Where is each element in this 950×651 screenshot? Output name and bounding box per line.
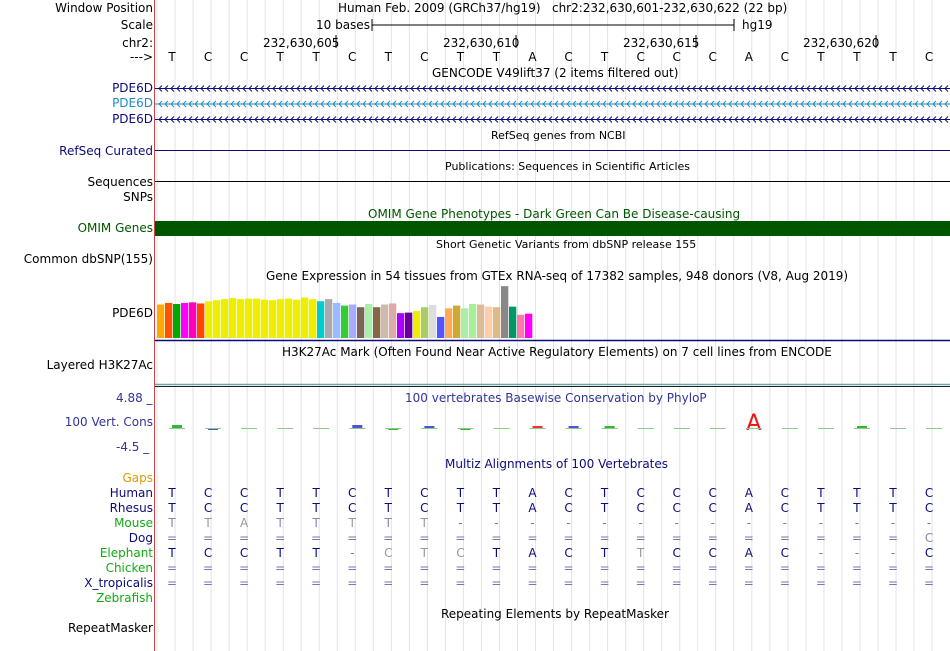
sequence-base: T: [384, 50, 392, 64]
gtex-tissue-bar[interactable]: [437, 317, 444, 338]
alignment-base: =: [599, 531, 610, 545]
gtex-tissue-bar[interactable]: [237, 299, 244, 338]
coord-tick-label: 232,630,615: [623, 36, 700, 50]
alignment-base: =: [491, 561, 502, 575]
alignment-base: A: [528, 486, 537, 500]
alignment-base: T: [889, 486, 897, 500]
alignment-base: A: [744, 546, 753, 560]
sequence-base: C: [348, 50, 357, 64]
alignment-base: =: [743, 531, 754, 545]
omim-label[interactable]: OMIM Genes: [77, 221, 153, 235]
alignment-base: C: [708, 501, 717, 515]
dbsnp-label[interactable]: Common dbSNP(155): [23, 252, 153, 266]
alignment-base: C: [564, 501, 573, 515]
gtex-tissue-bar[interactable]: [453, 306, 460, 338]
gencode-transcript[interactable]: [155, 117, 950, 123]
alignment-base: T: [420, 516, 429, 530]
alignment-base: C: [672, 546, 681, 560]
gencode-title[interactable]: GENCODE V49lift37 (2 items filtered out): [432, 66, 679, 80]
alignment-base: C: [780, 486, 790, 500]
alignment-base: =: [887, 561, 899, 575]
alignment-base: C: [672, 486, 681, 500]
species-label[interactable]: Dog: [128, 531, 153, 545]
alignment-base: =: [563, 561, 574, 575]
alignment-base: T: [384, 486, 392, 500]
alignment-base: =: [707, 561, 718, 575]
alignment-base: C: [924, 546, 934, 560]
alignment-base: =: [671, 576, 682, 590]
chrom-label: chr2:: [122, 36, 153, 50]
alignment-base: A: [239, 516, 249, 530]
alignment-base: -: [710, 516, 715, 530]
phylop-bar: [569, 426, 579, 428]
refseq-feature[interactable]: [155, 144, 950, 158]
alignment-base: T: [312, 546, 320, 560]
multiz-title[interactable]: Multiz Alignments of 100 Vertebrates: [445, 457, 669, 471]
sequence-base: C: [636, 50, 645, 64]
alignment-base: T: [312, 516, 320, 530]
phylop-bar: [857, 426, 867, 428]
gtex-tissue-bar[interactable]: [469, 304, 476, 338]
alignment-base: =: [815, 576, 826, 590]
alignment-base: =: [419, 561, 430, 575]
phylop-bar: [605, 426, 615, 428]
gtex-tissue-bar[interactable]: [525, 314, 532, 338]
gtex-tissue-bar[interactable]: [293, 300, 300, 338]
alignment-base: =: [275, 531, 286, 545]
alignment-base: =: [275, 576, 286, 590]
alignment-base: T: [168, 546, 176, 560]
h3k27ac-label[interactable]: Layered H3K27Ac: [46, 358, 153, 372]
alignment-base: C: [708, 546, 717, 560]
alignment-base: C: [564, 486, 573, 500]
alignment-base: T: [276, 486, 284, 500]
alignment-base: C: [348, 501, 357, 515]
alignment-base: T: [817, 486, 825, 500]
alignment-base: =: [419, 576, 430, 590]
scale-bar: [370, 17, 738, 33]
alignment-base: =: [815, 561, 826, 575]
alignment-base: =: [239, 561, 250, 575]
alignment-base: A: [744, 501, 753, 515]
coord-tick-label: 232,630,605: [263, 36, 340, 50]
gtex-tissue-bar[interactable]: [229, 298, 236, 338]
gencode-transcripts[interactable]: [155, 80, 950, 126]
sequence-base: T: [312, 50, 320, 64]
alignment-base: =: [455, 576, 466, 590]
refseq-label[interactable]: RefSeq Curated: [59, 144, 153, 158]
alignment-base: =: [527, 531, 538, 545]
gencode-item-label[interactable]: PDE6D: [112, 81, 153, 95]
alignment-base: =: [743, 576, 754, 590]
alignment-base: A: [528, 546, 537, 560]
alignment-base: =: [779, 561, 790, 575]
gencode-transcript[interactable]: [155, 101, 950, 107]
alignment-base: =: [563, 531, 574, 545]
alignment-base: =: [455, 531, 466, 545]
alignment-base: T: [600, 501, 609, 515]
gtex-tissue-bar[interactable]: [341, 306, 348, 338]
gtex-tissue-bar[interactable]: [173, 304, 180, 338]
alignment-base: -: [458, 516, 463, 530]
gtex-tissue-bar[interactable]: [325, 299, 332, 338]
multiz-gaps-label[interactable]: Gaps: [122, 471, 153, 485]
alignment-base: =: [635, 531, 646, 545]
alignment-base: T: [853, 501, 861, 515]
gtex-tissue-bar[interactable]: [189, 302, 196, 338]
sequence-base: T: [600, 50, 609, 64]
sequence-base: T: [492, 50, 501, 64]
alignment-base: =: [887, 576, 899, 590]
strand-label: --->: [129, 50, 153, 64]
alignment-base: C: [924, 501, 934, 515]
alignment-base: T: [492, 546, 501, 560]
gtex-tissue-bar[interactable]: [357, 307, 364, 338]
alignment-base: C: [239, 501, 249, 515]
alignment-base: =: [166, 531, 178, 545]
alignment-base: C: [420, 501, 429, 515]
alignment-base: =: [203, 561, 214, 575]
alignment-base: C: [564, 546, 573, 560]
species-label[interactable]: X_tropicalis: [84, 576, 153, 590]
alignment-base: =: [347, 576, 358, 590]
alignment-base: -: [854, 546, 860, 560]
phylop-graph[interactable]: [155, 406, 950, 446]
alignment-base: -: [782, 516, 788, 530]
gencode-item-label[interactable]: PDE6D: [112, 112, 153, 126]
gtex-tissue-bar[interactable]: [501, 286, 508, 338]
gtex-tissue-bar[interactable]: [485, 307, 492, 338]
alignment-base: A: [528, 501, 537, 515]
gencode-transcript[interactable]: [155, 86, 950, 92]
alignment-base: -: [926, 516, 932, 530]
alignment-base: =: [347, 531, 358, 545]
alignment-base: T: [276, 546, 284, 560]
alignment-base: C: [348, 486, 357, 500]
alignment-base: =: [166, 576, 178, 590]
alignment-base: =: [924, 576, 935, 590]
alignment-base: =: [527, 561, 538, 575]
alignment-base: C: [780, 546, 790, 560]
phylop-min-label: -4.5 _: [116, 440, 150, 454]
sequence-base: C: [672, 50, 681, 64]
gtex-tissue-bar[interactable]: [413, 311, 420, 338]
alignment-base: C: [203, 486, 213, 500]
sequence-base: C: [203, 50, 213, 64]
alignment-base: =: [707, 531, 718, 545]
alignment-base: T: [600, 486, 609, 500]
gtex-tissue-bar[interactable]: [373, 307, 380, 338]
gtex-tissue-bar[interactable]: [181, 303, 188, 338]
alignment-base: =: [311, 576, 322, 590]
phylop-bar: [172, 425, 182, 428]
repeatmasker-title[interactable]: Repeating Elements by RepeatMasker: [441, 607, 669, 621]
alignment-base: =: [635, 561, 646, 575]
gtex-tissue-bar[interactable]: [445, 308, 452, 338]
alignment-base: C: [384, 546, 393, 560]
sequence-base: C: [780, 50, 790, 64]
species-label[interactable]: Mouse: [114, 516, 153, 530]
h3k27ac-title[interactable]: H3K27Ac Mark (Often Found Near Active Regulatory Elements) on 7 cell lines from ENCODE: [282, 345, 832, 359]
sequence-base: C: [420, 50, 429, 64]
assembly-title[interactable]: [338, 1, 787, 15]
alignment-base: -: [818, 546, 824, 560]
alignment-base: =: [203, 576, 214, 590]
species-label[interactable]: Zebrafish: [96, 591, 153, 605]
alignment-base: T: [600, 546, 609, 560]
gtex-tissue-bar[interactable]: [493, 307, 500, 338]
sequence-base: A: [528, 50, 537, 64]
alignment-base: T: [168, 516, 176, 530]
sequence-base: A: [744, 50, 753, 64]
alignment-base: -: [566, 516, 571, 530]
publications-label[interactable]: Sequences: [87, 175, 153, 189]
alignment-base: =: [599, 576, 610, 590]
alignment-base: =: [527, 576, 538, 590]
gtex-tissue-bar[interactable]: [277, 299, 284, 338]
gtex-tissue-bar[interactable]: [213, 300, 220, 338]
gtex-tissue-bar[interactable]: [317, 301, 324, 338]
alignment-base: C: [780, 501, 790, 515]
gtex-tissue-bar[interactable]: [509, 307, 516, 338]
alignment-base: =: [924, 561, 935, 575]
alignment-base: T: [456, 501, 465, 515]
gtex-tissue-bar[interactable]: [245, 299, 252, 338]
alignment-base: =: [779, 576, 790, 590]
phylop-label[interactable]: 100 Vert. Cons: [64, 415, 153, 429]
scale-text: 10 bases: [316, 18, 370, 32]
alignment-base: C: [420, 486, 429, 500]
alignment-base: T: [312, 486, 320, 500]
phylop-max-label: 4.88 _: [116, 391, 153, 405]
alignment-base: -: [602, 516, 607, 530]
alignment-base: A: [744, 486, 753, 500]
refseq-title[interactable]: RefSeq genes from NCBI: [491, 129, 626, 142]
alignment-base: =: [491, 576, 502, 590]
species-label[interactable]: Rhesus: [109, 501, 153, 515]
gtex-label[interactable]: PDE6D: [112, 306, 153, 320]
alignment-base: =: [491, 531, 502, 545]
h3k27ac-signal[interactable]: [155, 383, 950, 389]
phylop-bar: [352, 425, 362, 428]
gtex-tissue-bar[interactable]: [477, 305, 484, 338]
alignment-base: T: [853, 486, 861, 500]
alignment-base: C: [203, 501, 213, 515]
alignment-base: T: [492, 501, 501, 515]
alignment-base: -: [854, 516, 860, 530]
snps-label[interactable]: SNPs: [123, 190, 153, 204]
omim-title[interactable]: OMIM Gene Phenotypes - Dark Green Can Be Disease-causing: [368, 207, 741, 221]
alignment-base: -: [818, 516, 824, 530]
alignment-base: =: [635, 576, 646, 590]
alignment-base: T: [276, 516, 284, 530]
alignment-base: T: [168, 501, 176, 515]
window-position-label: Window Position: [55, 1, 153, 15]
gencode-item-label[interactable]: PDE6D: [112, 96, 153, 110]
alignment-base: =: [455, 561, 466, 575]
alignment-base: =: [239, 531, 250, 545]
alignment-base: =: [311, 561, 322, 575]
gtex-tissue-bar[interactable]: [405, 313, 412, 338]
omim-feature-bar[interactable]: [155, 221, 950, 236]
phylop-letter: A: [746, 411, 762, 436]
sequence-base: T: [276, 50, 284, 64]
species-label[interactable]: Chicken: [105, 561, 153, 575]
alignment-base: T: [312, 501, 320, 515]
alignment-base: C: [456, 546, 465, 560]
scale-label: Scale: [120, 18, 153, 32]
alignment-base: T: [420, 546, 429, 560]
alignment-base: =: [779, 531, 790, 545]
alignment-base: T: [168, 486, 176, 500]
alignment-base: -: [746, 516, 751, 530]
alignment-base: T: [456, 486, 465, 500]
sequence-base: C: [564, 50, 573, 64]
alignment-base: =: [383, 531, 394, 545]
gtex-tissue-bar[interactable]: [397, 313, 404, 338]
sequence-base: T: [168, 50, 176, 64]
alignment-base: =: [887, 531, 899, 545]
position-text: chr2:232,630,601-232,630,622 (22 bp): [551, 1, 788, 15]
gtex-tissue-bar[interactable]: [301, 298, 308, 339]
gtex-tissue-bar[interactable]: [269, 300, 276, 338]
sequence-base: T: [889, 50, 897, 64]
phylop-title[interactable]: 100 vertebrates Basewise Conservation by PhyloP: [405, 391, 707, 405]
alignment-base: C: [239, 486, 249, 500]
alignment-base: T: [384, 501, 392, 515]
alignment-base: =: [275, 561, 286, 575]
alignment-base: =: [166, 561, 178, 575]
phylop-bar: [424, 426, 434, 428]
alignment-base: T: [348, 516, 356, 530]
publications-feature[interactable]: [155, 175, 950, 189]
alignment-base: =: [239, 576, 250, 590]
gtex-tissue-bar[interactable]: [197, 303, 204, 338]
gtex-tissue-bar[interactable]: [309, 299, 316, 338]
alignment-base: =: [599, 561, 610, 575]
assembly-name: Human Feb. 2009 (GRCh37/hg19): [338, 1, 541, 15]
alignment-base: =: [743, 561, 754, 575]
gtex-tissue-bar[interactable]: [429, 305, 436, 338]
alignment-base: =: [203, 531, 214, 545]
species-label[interactable]: Human: [109, 486, 153, 500]
alignment-base: T: [492, 486, 501, 500]
alignment-base: =: [851, 561, 862, 575]
gtex-tissue-bar[interactable]: [285, 299, 292, 338]
gtex-tissue-bar[interactable]: [365, 304, 372, 338]
alignment-base: C: [636, 501, 645, 515]
gtex-tissue-bar[interactable]: [221, 299, 228, 338]
scale-db: hg19: [742, 18, 773, 32]
alignment-base: C: [924, 531, 934, 545]
alignment-base: =: [311, 531, 322, 545]
gtex-tissue-bar[interactable]: [205, 301, 212, 338]
alignment-base: -: [674, 516, 679, 530]
alignment-base: C: [924, 486, 934, 500]
repeatmasker-label[interactable]: RepeatMasker: [67, 621, 153, 635]
gtex-tissue-bar[interactable]: [165, 303, 172, 338]
phylop-bar: [533, 426, 543, 428]
alignment-base: -: [638, 516, 643, 530]
sequence-base: T: [853, 50, 861, 64]
alignment-base: =: [707, 576, 718, 590]
dbsnp-title[interactable]: Short Genetic Variants from dbSNP release 155: [436, 238, 697, 251]
gtex-tissue-bar[interactable]: [517, 315, 524, 338]
alignment-base: =: [383, 576, 394, 590]
gtex-tissue-bar[interactable]: [261, 300, 268, 338]
gtex-tissue-bar[interactable]: [253, 299, 260, 338]
alignment-base: T: [817, 501, 825, 515]
species-label[interactable]: Elephant: [99, 546, 153, 560]
alignment-base: C: [708, 486, 717, 500]
coord-tick-label: 232,630,620: [803, 36, 880, 50]
alignment-base: -: [890, 546, 896, 560]
gtex-tissue-bar[interactable]: [381, 305, 388, 338]
alignment-base: T: [204, 516, 212, 530]
alignment-base: =: [671, 561, 682, 575]
alignment-base: -: [530, 516, 535, 530]
alignment-base: -: [350, 546, 355, 560]
coord-tick-label: 232,630,610: [443, 36, 520, 50]
sequence-base: T: [456, 50, 465, 64]
alignment-base: -: [494, 516, 499, 530]
gtex-tissue-bar[interactable]: [421, 307, 428, 338]
alignment-base: T: [889, 501, 897, 515]
alignment-base: C: [203, 546, 213, 560]
sequence-base: C: [239, 50, 249, 64]
gtex-tissue-bar[interactable]: [333, 303, 340, 338]
alignment-base: =: [347, 561, 358, 575]
gtex-tissue-bar[interactable]: [157, 305, 164, 338]
alignment-base: =: [563, 576, 574, 590]
sequence-base: T: [817, 50, 825, 64]
alignment-base: C: [636, 486, 645, 500]
alignment-base: =: [671, 531, 682, 545]
coord-ticks: [330, 34, 890, 50]
gtex-tissue-bar[interactable]: [461, 308, 468, 338]
sequence-base: C: [708, 50, 717, 64]
gtex-title[interactable]: Gene Expression in 54 tissues from GTEx RNA-seq of 17382 samples, 948 donors (V8, Aug 2019): [266, 269, 849, 283]
publications-title[interactable]: Publications: Sequences in Scientific Articles: [445, 160, 690, 173]
alignment-base: =: [383, 561, 394, 575]
alignment-base: =: [815, 531, 826, 545]
alignment-base: =: [419, 531, 430, 545]
gtex-tissue-bar[interactable]: [389, 303, 396, 338]
alignment-base: C: [672, 501, 681, 515]
alignment-base: T: [636, 546, 645, 560]
alignment-base: =: [851, 531, 862, 545]
alignment-base: T: [276, 501, 284, 515]
alignment-base: -: [890, 516, 896, 530]
gtex-tissue-bar[interactable]: [349, 305, 356, 338]
alignment-base: C: [239, 546, 249, 560]
alignment-base: T: [384, 516, 392, 530]
sequence-base: C: [924, 50, 934, 64]
alignment-base: =: [851, 576, 862, 590]
gtex-expression[interactable]: [155, 284, 950, 342]
